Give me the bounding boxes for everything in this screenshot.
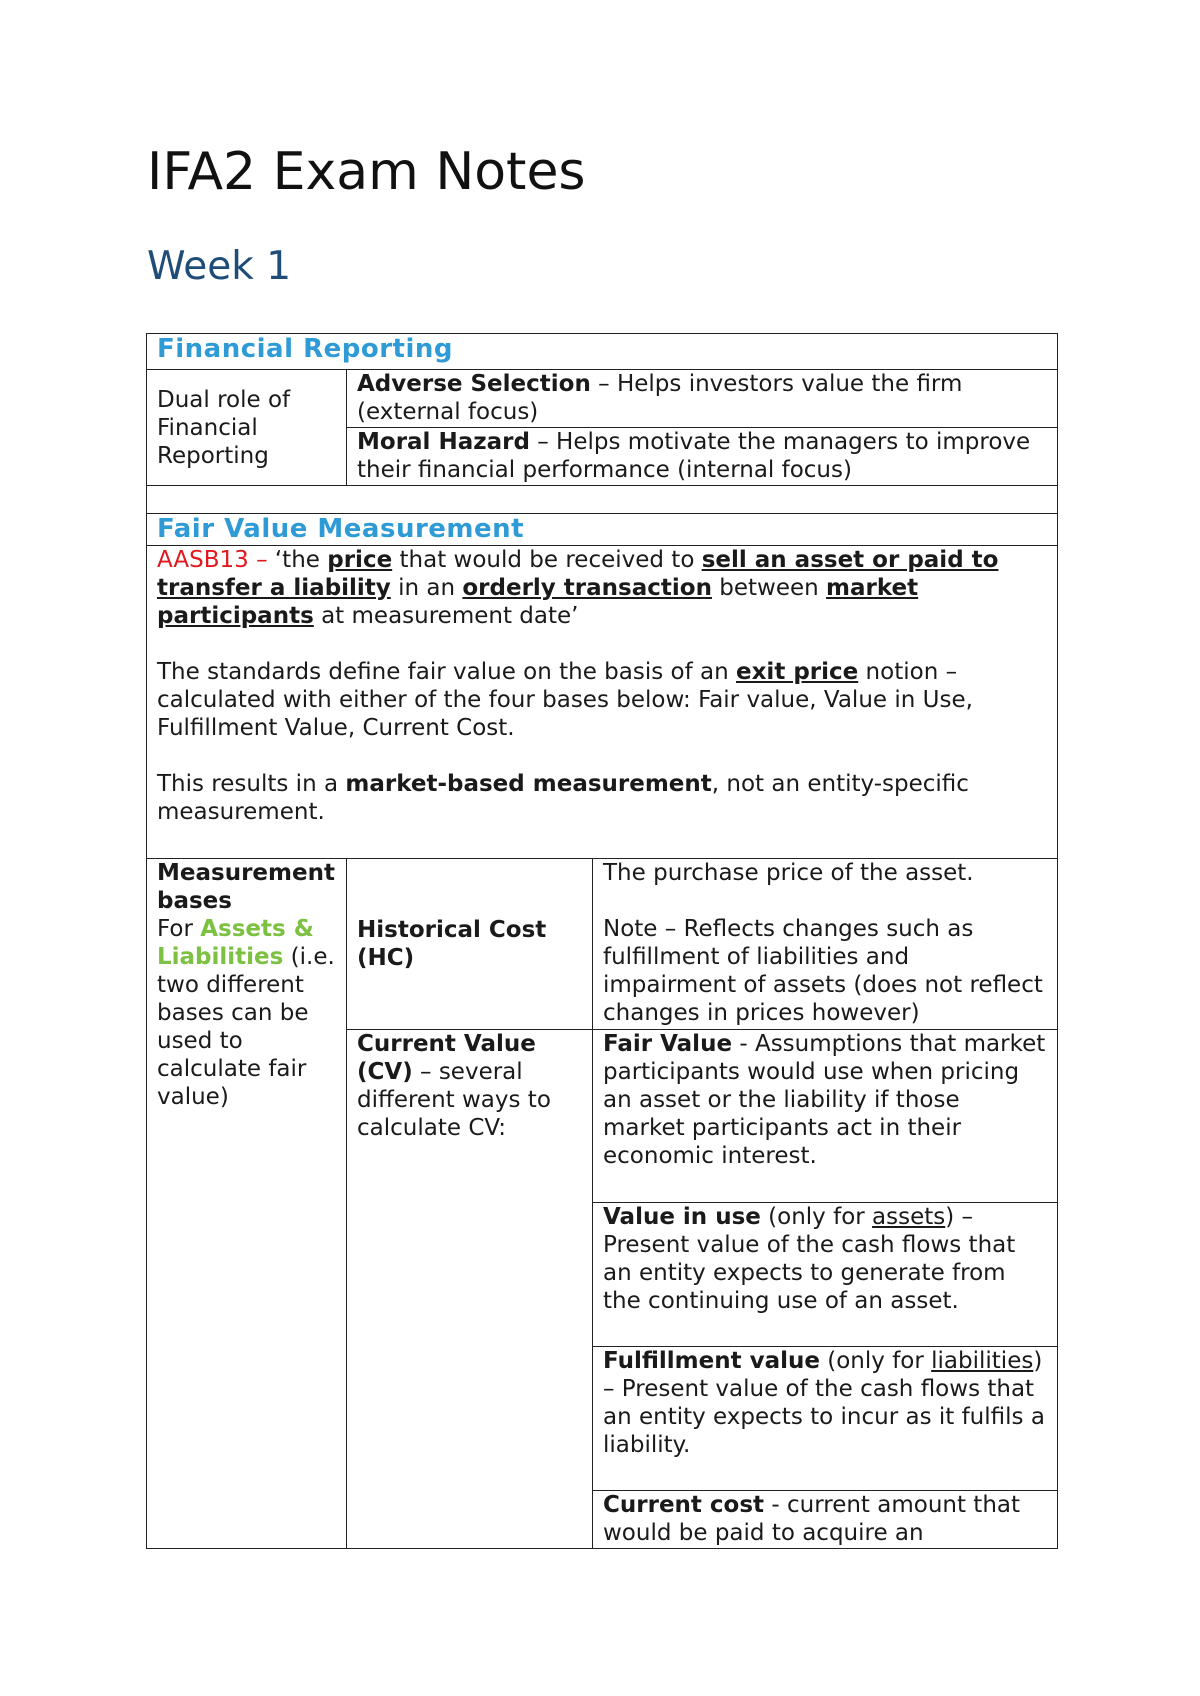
current-cost-term: Current cost: [603, 1492, 765, 1518]
current-cost-cell: [593, 1491, 1058, 1549]
fulfillment-value-text: (only for: [819, 1348, 932, 1374]
document-title: IFA2 Exam Notes: [147, 142, 586, 202]
market-based-term: market-based measurement: [345, 771, 712, 797]
definition-text: at measurement date’: [313, 603, 579, 629]
historical-cost-note: Note – Reflects changes such as fulfillment of liabilities and impairment of assets (does not reflect changes in prices however): [603, 916, 1043, 1026]
financial-reporting-heading: Financial Reporting: [147, 334, 1058, 370]
historical-cost-line: The purchase price of the asset.: [603, 860, 974, 886]
moral-hazard-text: – Helps motivate the managers to improve their financial performance (internal focus): [357, 429, 1031, 483]
liabilities-underlined: liabilities: [931, 1348, 1034, 1374]
measurement-bases-heading: Measurement bases: [157, 860, 335, 914]
sell-transfer-term: sell an asset or paid to transfer a liability: [157, 547, 999, 601]
definition-text: between: [711, 575, 827, 601]
historical-cost-term: Historical Cost (HC): [357, 917, 547, 971]
value-in-use-text: ) – Present value of the cash flows that an entity expects to generate from the continuing use of an asset.: [603, 1204, 1016, 1314]
fair-value-term: Fair Value: [603, 1031, 733, 1057]
definition-text: in an: [390, 575, 463, 601]
adverse-selection-term: Adverse Selection: [357, 371, 591, 397]
fair-value-table: [146, 513, 1058, 1549]
value-in-use-term: Value in use: [603, 1204, 761, 1230]
aasb13-definition: [157, 546, 1047, 630]
current-value-text: – several different ways to calculate CV:: [357, 1059, 551, 1141]
paragraph-text: notion – calculated with either of the four bases below: Fair value, Value in Use, Fulfillment Value, Current Cost.: [157, 659, 973, 741]
historical-cost-cell: [347, 859, 593, 1030]
exit-price-term: exit price: [736, 659, 859, 685]
adverse-selection-text: – Helps investors value the firm (external focus): [357, 371, 963, 425]
financial-reporting-table: [146, 333, 1058, 514]
market-participants-term: market participants: [157, 575, 919, 629]
adverse-selection-cell: [347, 370, 1058, 428]
definition-text: that would be received to: [392, 547, 702, 573]
assets-liabilities-term: Assets & Liabilities: [157, 916, 314, 970]
price-term: price: [327, 547, 393, 573]
orderly-transaction-term: orderly transaction: [462, 575, 712, 601]
week-heading: Week 1: [147, 244, 292, 289]
label-text: (i.e. two different bases can be used to calculate fair value): [157, 944, 335, 1110]
historical-cost-desc-cell: [593, 859, 1058, 1030]
paragraph-text: , not an entity-specific measurement.: [157, 771, 969, 825]
market-based-paragraph: [157, 770, 1047, 826]
value-in-use-text: (only for: [760, 1204, 873, 1230]
fair-value-heading: Fair Value Measurement: [147, 514, 1058, 546]
moral-hazard-term: Moral Hazard: [357, 429, 530, 455]
fair-value-text: - Assumptions that market participants would use when pricing an asset or the liability if those market participants act in their economic interest.: [603, 1031, 1046, 1169]
fulfillment-value-term: Fulfillment value: [603, 1348, 820, 1374]
assets-underlined: assets: [872, 1204, 946, 1230]
measurement-bases-label: [147, 859, 347, 1549]
value-in-use-cell: [593, 1203, 1058, 1347]
dual-role-label: Dual role of Financial Reporting: [147, 370, 347, 486]
current-cost-text: - current amount that would be paid to acquire an: [603, 1492, 1021, 1546]
paragraph-text: The standards define fair value on the basis of an: [157, 659, 736, 685]
fulfillment-value-text: ) – Present value of the cash flows that an entity expects to incur as it fulfils a liability.: [603, 1348, 1045, 1458]
aasb13-reference: AASB13 –: [157, 547, 275, 573]
current-value-term: Current Value (CV): [357, 1031, 536, 1085]
paragraph-text: This results in a: [157, 771, 346, 797]
label-text: For: [157, 916, 201, 942]
definition-text: ‘the: [274, 547, 328, 573]
exit-price-paragraph: [157, 658, 1047, 742]
fair-value-desc-cell: [593, 1030, 1058, 1203]
fulfillment-value-cell: [593, 1347, 1058, 1491]
fair-value-definition-cell: [147, 546, 1058, 859]
moral-hazard-cell: [347, 428, 1058, 486]
current-value-cell: [347, 1030, 593, 1549]
spacer-row: [147, 486, 1058, 514]
